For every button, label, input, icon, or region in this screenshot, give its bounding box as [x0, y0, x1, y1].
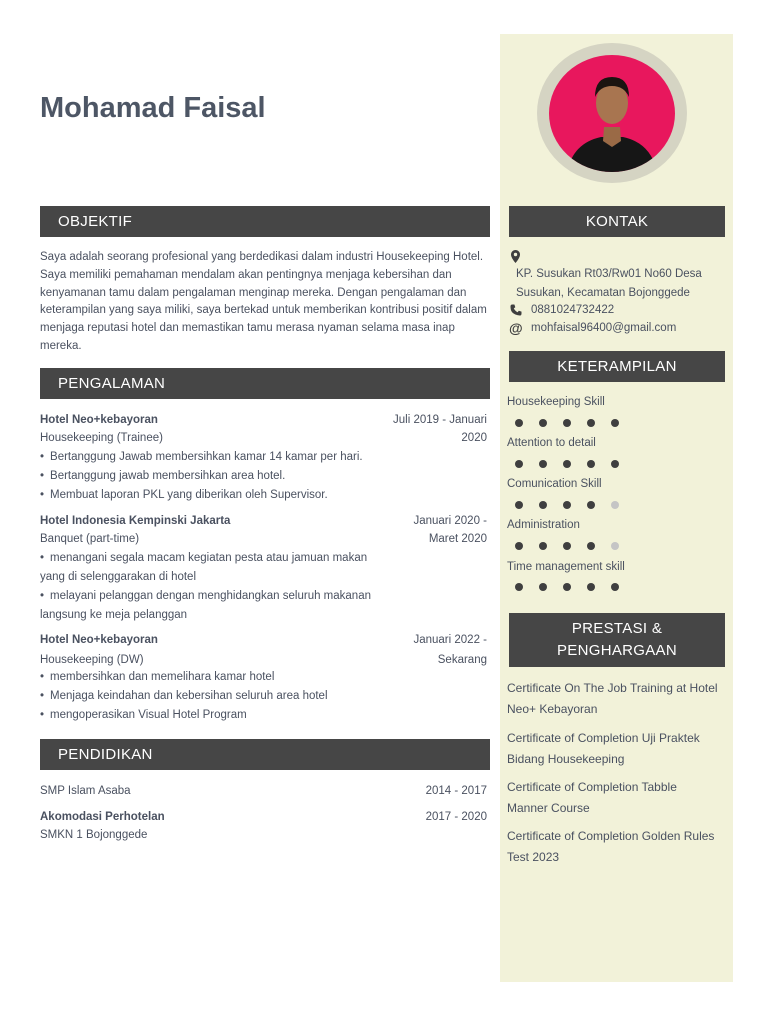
rating-dot — [611, 460, 619, 468]
experience-role: Banquet (part-time) — [40, 533, 140, 545]
location-icon — [511, 250, 520, 263]
rating-dot — [539, 501, 547, 509]
skill-rating — [515, 460, 619, 468]
rating-dot — [539, 542, 547, 550]
awards-header-line1: PRESTASI & — [571, 620, 663, 637]
skill-name: Housekeeping Skill — [507, 396, 605, 408]
rating-dot — [587, 419, 595, 427]
rating-dot — [587, 542, 595, 550]
experience-period-end: Sekarang — [437, 654, 487, 666]
education-title: SMP Islam Asaba — [40, 785, 131, 797]
awards-header — [509, 613, 725, 667]
skill-name: Comunication Skill — [507, 478, 602, 490]
award-item — [507, 826, 727, 868]
rating-dot — [611, 583, 619, 591]
skill-rating — [515, 501, 619, 509]
phone-icon — [510, 304, 522, 316]
award-line2: Bidang Housekeeping — [507, 752, 625, 766]
education-header: PENDIDIKAN — [40, 739, 490, 770]
experience-bullet: • mengoperasikan Visual Hotel Program — [40, 706, 247, 725]
award-line1: Certificate On The Job Training at Hotel — [507, 681, 718, 695]
award-line1: Certificate of Completion Golden Rules — [507, 829, 715, 843]
award-item — [507, 777, 727, 819]
skill-rating — [515, 542, 619, 550]
avatar — [549, 55, 675, 172]
rating-dot — [563, 583, 571, 591]
rating-dot — [563, 501, 571, 509]
awards-header-line2: PENGHARGAAN — [557, 642, 677, 659]
rating-dot — [515, 501, 523, 509]
award-line2: Neo+ Kebayoran — [507, 702, 598, 716]
at-icon: @ — [509, 320, 523, 336]
award-line2: Test 2023 — [507, 850, 560, 864]
rating-dot — [539, 460, 547, 468]
contact-header: KONTAK — [509, 206, 725, 237]
experience-bullet: • Bertanggung jawab membersihkan area hotel. — [40, 467, 285, 486]
experience-period: Juli 2019 - Januari — [393, 414, 487, 426]
experience-company: Hotel Neo+kebayoran — [40, 634, 158, 646]
rating-dot — [587, 460, 595, 468]
experience-bullet-continuation: langsung ke meja pelanggan — [40, 609, 188, 621]
experience-period: Januari 2020 - — [413, 515, 487, 527]
skills-header: KETERAMPILAN — [509, 351, 725, 382]
experience-bullet-continuation: yang di selenggarakan di hotel — [40, 571, 197, 583]
skill-rating — [515, 419, 619, 427]
award-item — [507, 728, 727, 770]
skill-rating — [515, 583, 619, 591]
rating-dot — [563, 542, 571, 550]
experience-period: Januari 2022 - — [413, 634, 487, 646]
experience-period-end: 2020 — [461, 432, 487, 444]
award-line1: Certificate of Completion Tabble — [507, 780, 677, 794]
contact-address-line2: Susukan, Kecamatan Bojonggede — [516, 287, 690, 299]
rating-dot — [539, 419, 547, 427]
contact-email[interactable]: mohfaisal96400@gmail.com — [531, 322, 677, 334]
rating-dot — [539, 583, 547, 591]
objective-text: Saya adalah seorang profesional yang berdedikasi dalam industri Housekeeping Hotel. Saya memiliki pemahaman mendalam akan pentingnya menjaga kebersihan dan kenyamanan tamu dalam pengalaman menginap mereka. Dengan pengalaman dan keterampilan yang saya miliki, saya bertekad untuk memberikan kontribusi positif dalam menjaga reputasi hotel dan memastikan tamu merasa nyaman selama masa inap mereka. — [40, 251, 487, 352]
skill-name: Administration — [507, 519, 580, 531]
education-period: 2017 - 2020 — [425, 811, 487, 823]
rating-dot-empty — [611, 542, 619, 550]
award-line2: Manner Course — [507, 801, 590, 815]
skill-name: Attention to detail — [507, 437, 596, 449]
experience-role: Housekeeping (Trainee) — [40, 432, 163, 444]
rating-dot — [563, 460, 571, 468]
contact-address-line1: KP. Susukan Rt03/Rw01 No60 Desa — [516, 268, 702, 280]
rating-dot — [611, 419, 619, 427]
experience-header: PENGALAMAN — [40, 368, 490, 399]
rating-dot — [515, 419, 523, 427]
experience-bullet: • menangani segala macam kegiatan pesta atau jamuan makan — [40, 549, 367, 568]
rating-dot — [515, 460, 523, 468]
experience-role: Housekeeping (DW) — [40, 654, 144, 666]
award-item — [507, 678, 727, 720]
experience-bullet: • Menjaga keindahan dan kebersihan seluruh area hotel — [40, 687, 328, 706]
candidate-name: Mohamad Faisal — [40, 92, 266, 124]
experience-bullet: • membersihkan dan memelihara kamar hotel — [40, 668, 274, 687]
experience-bullet: • Bertanggung Jawab membersihkan kamar 14 kamar per hari. — [40, 448, 363, 467]
skill-name: Time management skill — [507, 561, 625, 573]
experience-period-end: Maret 2020 — [428, 533, 487, 545]
rating-dot — [587, 583, 595, 591]
experience-bullet: • melayani pelanggan dengan menghidangkan seluruh makanan — [40, 587, 371, 606]
rating-dot — [515, 542, 523, 550]
experience-bullet: • Membuat laporan PKL yang diberikan oleh Supervisor. — [40, 486, 328, 505]
objective-header: OBJEKTIF — [40, 206, 490, 237]
contact-phone[interactable]: 0881024732422 — [531, 304, 615, 316]
experience-company: Hotel Indonesia Kempinski Jakarta — [40, 515, 231, 527]
education-school: SMKN 1 Bojonggede — [40, 829, 148, 841]
profile-photo-frame — [537, 43, 687, 183]
rating-dot — [587, 501, 595, 509]
experience-company: Hotel Neo+kebayoran — [40, 414, 158, 426]
education-period: 2014 - 2017 — [425, 785, 487, 797]
education-title: Akomodasi Perhotelan — [40, 811, 165, 823]
rating-dot-empty — [611, 501, 619, 509]
rating-dot — [515, 583, 523, 591]
rating-dot — [563, 419, 571, 427]
award-line1: Certificate of Completion Uji Praktek — [507, 731, 700, 745]
